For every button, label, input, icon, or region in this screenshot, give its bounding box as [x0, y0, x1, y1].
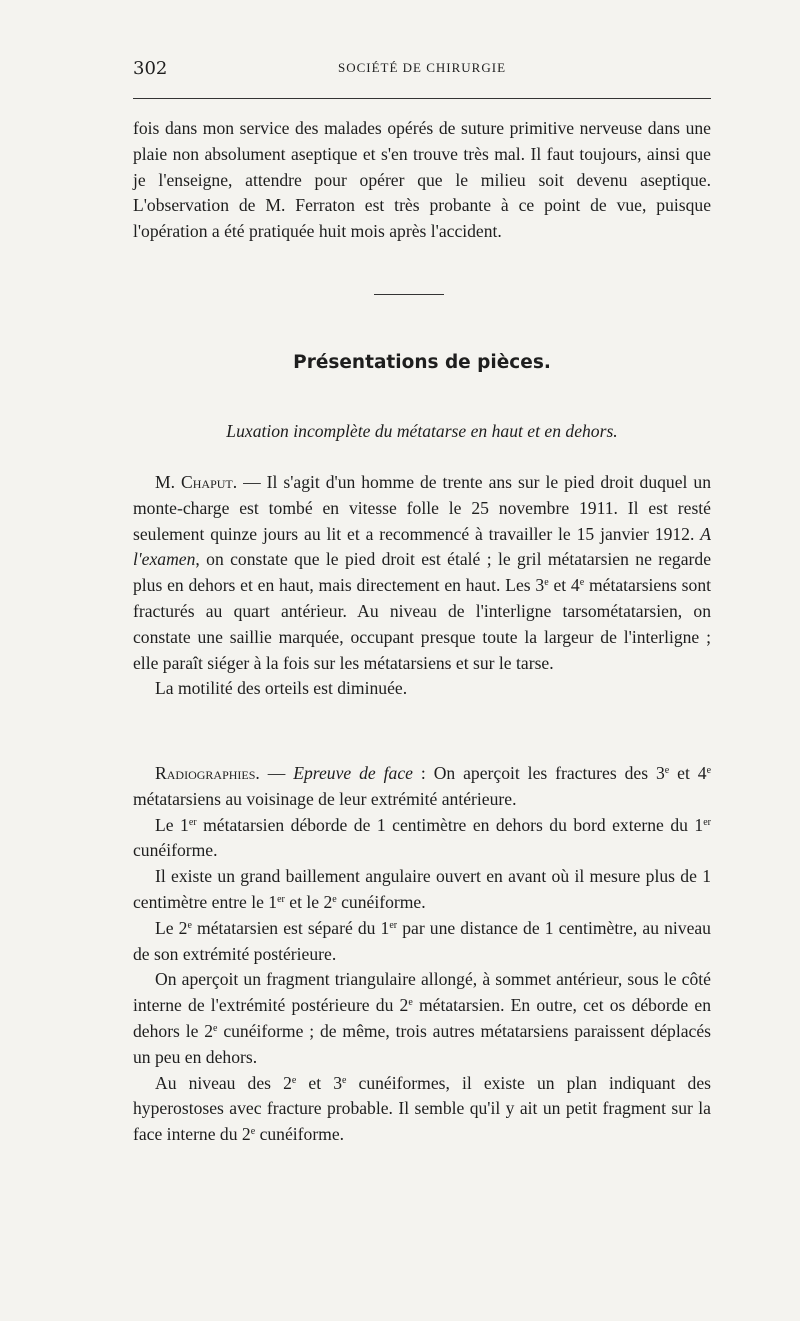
page-number: 302	[133, 58, 168, 79]
emphasis: Epreuve de face	[293, 763, 413, 783]
radiographies-paragraph: Au niveau des 2e et 3e cunéiformes, il existe un plan indiquant des hyperostoses avec fracture probable. Il semble qu'il y ait un petit fragment sur la face interne du 2e cunéiforme.	[133, 1072, 711, 1145]
radiographies-paragraph: Radiographies. — Epreuve de face : On aperçoit les fractures des 3e et 4e métatarsiens au voisinage de leur extrémité antérieure.	[133, 763, 712, 809]
section-heading: Présentations de pièces.	[293, 352, 551, 373]
radiographies-paragraph: Il existe un grand baillement angulaire ouvert en avant où il mesure plus de 1 centimètre entre le 1er et le 2e cunéiforme.	[133, 866, 711, 912]
running-title: SOCIÉTÉ DE CHIRURGIE	[337, 60, 507, 75]
radiographies-paragraph: On aperçoit un fragment triangulaire allongé, à sommet antérieur, sous le côté interne de l'extrémité postérieure du 2e métatarsien. En outre, cet os déborde en dehors le 2e cunéiforme ; de même, trois autres métatarsiens paraissent déplacés un peu en dehors.	[133, 969, 712, 1067]
radiographies-section	[133, 761, 711, 1148]
page-header	[133, 58, 711, 86]
chaput-paragraph: M. Chaput. — Il s'agit d'un homme de trente ans sur le pied droit duquel un monte-charge est tombé en vitesse folle le 25 novembre 1911. Il est resté seulement quinze jours au lit et a recommencé à travailler le 15 janvier 1912. A l'examen, on constate que le pied droit est étalé ; le gril métatarsien ne regarde plus en dehors et en haut, mais directement en haut. Les 3e et 4e métatarsiens sont fracturés au quart antérieur. Au niveau de l'interligne tarsométatarsien, on constate une saillie marquée, occupant presque toute la largeur de l'interligne ; elle paraît siéger à la fois sur les métatarsiens et sur le tarse.	[133, 472, 711, 673]
emphasis: A l'examen	[133, 523, 711, 570]
radiographies-paragraph: Le 2e métatarsien est séparé du 1er par une distance de 1 centimètre, au niveau de son extrémité postérieure.	[133, 917, 711, 964]
header-rule	[133, 98, 711, 99]
paragraph-continuation: fois dans mon service des malades opérés de suture primitive nerveuse dans une plaie non absolument aseptique et s'en trouve très mal. Il faut toujours, ainsi que je l'enseigne, attendre pour opérer que le milieu soit devenu aseptique. L'observation de M. Ferraton est très probante à ce point de vue, puisque l'opération a été pratiquée huit mois après l'accident.	[133, 118, 711, 242]
chaput-presentation	[133, 470, 711, 702]
speaker-name: M. Chaput.	[155, 472, 238, 492]
radiographies-paragraph: Le 1er métatarsien déborde de 1 centimètre en dehors du bord externe du 1er cunéiforme.	[133, 814, 711, 861]
section-separator	[374, 294, 444, 295]
motility-paragraph: La motilité des orteils est diminuée.	[155, 678, 408, 699]
case-title: Luxation incomplète du métatarse en haut et en dehors.	[226, 421, 618, 441]
radiographies-label: Radiographies.	[155, 763, 260, 783]
